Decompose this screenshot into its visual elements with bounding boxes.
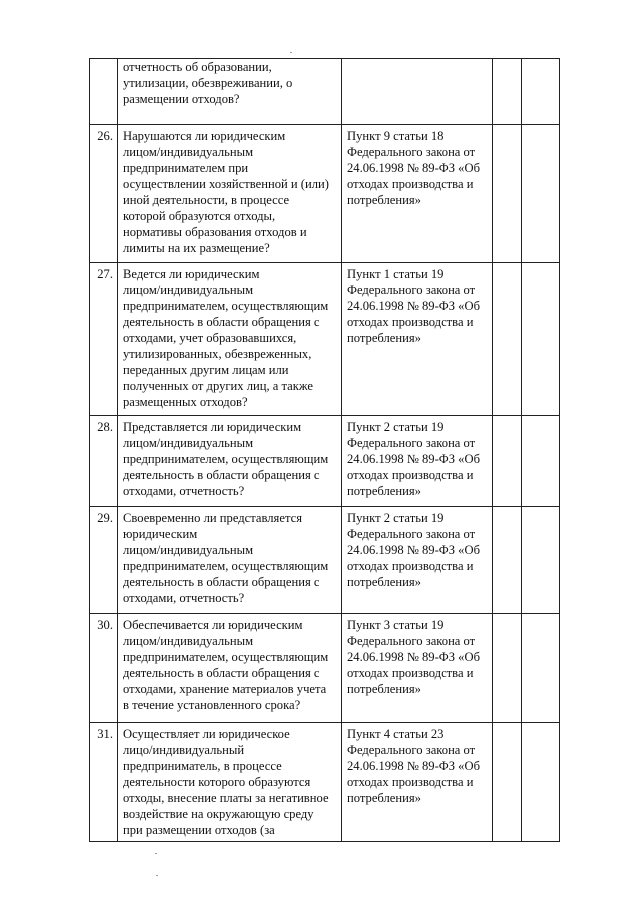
question-line: лицом/индивидуальным [123, 436, 254, 450]
question-line: отходы, внесение платы за негативное [123, 791, 329, 805]
legal-basis-line: потребления» [347, 193, 421, 207]
question-line: отходами, хранение материалов учета [123, 682, 327, 696]
question-line: лимиты на их размещение? [123, 241, 270, 255]
legal-basis-line: отходах производства и [347, 775, 474, 789]
question-cell [118, 263, 342, 416]
note-cell[interactable] [522, 125, 560, 263]
table-row [90, 723, 560, 842]
legal-basis-line: Пункт 2 статьи 19 [347, 511, 444, 525]
question-line: деятельность в области обращения с [123, 666, 320, 680]
legal-basis-cell [342, 59, 493, 125]
legal-basis-line: Пункт 9 статьи 18 [347, 129, 444, 143]
question-cell [118, 614, 342, 723]
legal-basis-cell [342, 125, 493, 263]
legal-basis-line: Пункт 3 статьи 19 [347, 618, 444, 632]
note-cell[interactable] [522, 416, 560, 507]
legal-basis-line: 24.06.1998 № 89-ФЗ «Об [347, 543, 480, 557]
question-line: предпринимателем, осуществляющим [123, 650, 329, 664]
legal-basis-line: потребления» [347, 682, 421, 696]
legal-basis-line: Федерального закона от [347, 436, 476, 450]
table-row [90, 507, 560, 614]
question-line: лицом/индивидуальным [123, 634, 254, 648]
answer-cell[interactable] [493, 723, 522, 842]
question-line: предпринимателем, осуществляющим [123, 559, 329, 573]
question-line: Обеспечивается ли юридическим [123, 618, 303, 632]
question-line: отходами, отчетность? [123, 484, 245, 498]
legal-basis-cell [342, 416, 493, 507]
question-line: лицом/индивидуальным [123, 283, 254, 297]
question-line: деятельность в области обращения с [123, 315, 320, 329]
question-line: при размещении отходов (за [123, 823, 275, 837]
legal-basis-line: 24.06.1998 № 89-ФЗ «Об [347, 161, 480, 175]
legal-basis-line: 24.06.1998 № 89-ФЗ «Об [347, 299, 480, 313]
question-cell [118, 125, 342, 263]
legal-basis-line: 24.06.1998 № 89-ФЗ «Об [347, 452, 480, 466]
answer-cell[interactable] [493, 507, 522, 614]
question-line: предпринимателем при [123, 161, 249, 175]
question-line: деятельность в области обращения с [123, 468, 320, 482]
table-row [90, 614, 560, 723]
table-row [90, 59, 560, 125]
answer-cell[interactable] [493, 125, 522, 263]
question-line: отчетность об образовании, [123, 60, 272, 74]
answer-cell[interactable] [493, 263, 522, 416]
question-line: предпринимателем, осуществляющим [123, 452, 329, 466]
question-line: осуществлении хозяйственной и (или) [123, 177, 329, 191]
table-row [90, 263, 560, 416]
legal-basis-line: Пункт 2 статьи 19 [347, 420, 444, 434]
legal-basis-line: потребления» [347, 791, 421, 805]
scan-speck [156, 875, 158, 876]
legal-basis-line: отходах производства и [347, 177, 474, 191]
item-number: 30. [90, 614, 118, 723]
scan-speck [155, 853, 157, 854]
checklist-table-body [90, 59, 560, 842]
question-line: полученных от других лиц, а также [123, 379, 314, 393]
legal-basis-line: отходах производства и [347, 315, 474, 329]
question-line: деятельность в области обращения с [123, 575, 320, 589]
question-cell [118, 59, 342, 125]
legal-basis-line: 24.06.1998 № 89-ФЗ «Об [347, 759, 480, 773]
legal-basis-line: Федерального закона от [347, 527, 476, 541]
question-line: утилизированных, обезвреженных, [123, 347, 312, 361]
item-number: 29. [90, 507, 118, 614]
checklist-table [89, 58, 560, 842]
question-line: Ведется ли юридическим [123, 267, 260, 281]
legal-basis-line: отходах производства и [347, 559, 474, 573]
legal-basis-line: Пункт 4 статьи 23 [347, 727, 444, 741]
question-line: предпринимателем, осуществляющим [123, 299, 329, 313]
answer-cell[interactable] [493, 416, 522, 507]
question-line: лицо/индивидуальный [123, 743, 245, 757]
legal-basis-line: Федерального закона от [347, 283, 476, 297]
note-cell[interactable] [522, 614, 560, 723]
legal-basis-line: потребления» [347, 484, 421, 498]
question-line: лицом/индивидуальным [123, 145, 254, 159]
item-number [90, 59, 118, 125]
question-cell [118, 507, 342, 614]
answer-cell[interactable] [493, 614, 522, 723]
question-line: нормативы образования отходов и [123, 225, 307, 239]
note-cell[interactable] [522, 59, 560, 125]
legal-basis-line: потребления» [347, 575, 421, 589]
note-cell[interactable] [522, 507, 560, 614]
legal-basis-line: потребления» [347, 331, 421, 345]
question-line: отходами, учет образовавшихся, [123, 331, 297, 345]
legal-basis-line: отходах производства и [347, 666, 474, 680]
question-line: лицом/индивидуальным [123, 543, 254, 557]
question-line: юридическим [123, 527, 198, 541]
question-line: Нарушаются ли юридическим [123, 129, 286, 143]
item-number: 28. [90, 416, 118, 507]
note-cell[interactable] [522, 263, 560, 416]
question-line: которой образуются отходы, [123, 209, 276, 223]
question-line: в течение установленного срока? [123, 698, 301, 712]
legal-basis-line: отходах производства и [347, 468, 474, 482]
legal-basis-line: 24.06.1998 № 89-ФЗ «Об [347, 650, 480, 664]
question-cell [118, 723, 342, 842]
question-line: иной деятельности, в процессе [123, 193, 290, 207]
question-line: Своевременно ли представляется [123, 511, 302, 525]
legal-basis-cell [342, 723, 493, 842]
question-line: утилизации, обезвреживании, о [123, 76, 293, 90]
question-line: предприниматель, в процессе [123, 759, 282, 773]
legal-basis-line: Федерального закона от [347, 145, 476, 159]
scan-speck [290, 52, 292, 53]
legal-basis-cell [342, 263, 493, 416]
legal-basis-cell [342, 614, 493, 723]
legal-basis-line: Пункт 1 статьи 19 [347, 267, 444, 281]
question-line: отходами, отчетность? [123, 591, 245, 605]
table-row [90, 416, 560, 507]
legal-basis-cell [342, 507, 493, 614]
question-line: Осуществляет ли юридическое [123, 727, 290, 741]
legal-basis-line: Федерального закона от [347, 743, 476, 757]
table-row [90, 125, 560, 263]
legal-basis-line: Федерального закона от [347, 634, 476, 648]
question-line: размещении отходов? [123, 92, 240, 106]
note-cell[interactable] [522, 723, 560, 842]
question-line: деятельности которого образуются [123, 775, 311, 789]
question-line: Представляется ли юридическим [123, 420, 302, 434]
question-line: переданных другим лицам или [123, 363, 289, 377]
question-line: воздействие на окружающую среду [123, 807, 314, 821]
answer-cell[interactable] [493, 59, 522, 125]
item-number: 31. [90, 723, 118, 842]
question-line: размещенных отходов? [123, 395, 248, 409]
question-cell [118, 416, 342, 507]
item-number: 27. [90, 263, 118, 416]
item-number: 26. [90, 125, 118, 263]
